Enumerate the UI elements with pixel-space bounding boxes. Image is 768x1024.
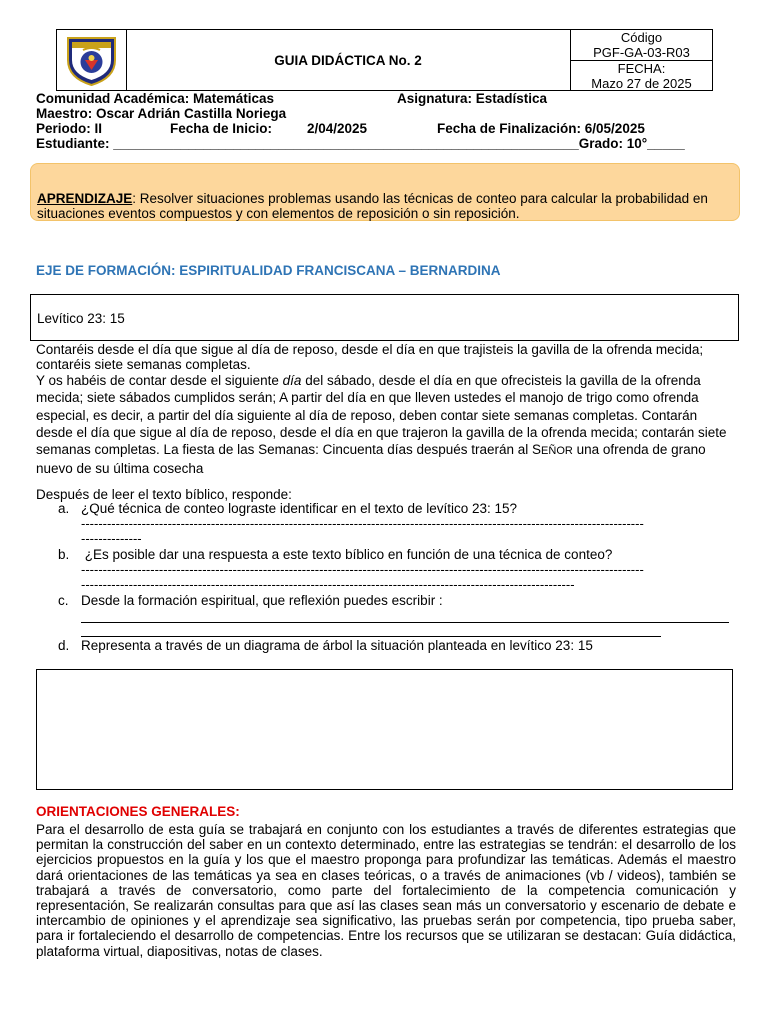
pregunta-letra: b. [58,547,70,562]
pregunta-letra: c. [58,593,69,608]
document-date-cell [570,61,713,90]
code-value: PGF-GA-03-R03 [593,45,690,60]
asignatura: Asignatura: Estadística [397,91,548,106]
comunidad-academica: Comunidad Académica: Matemáticas [36,91,275,106]
texto-biblico-2-part: del sábado, desde el día en que ofrecisteis la gavilla de la ofrenda mecida; siete sábados cumplidos serán; A partir del día en que lleven ustedes el manojo de trigo como ofrenda especial, es decir, a partir del día siguiente al día de reposo, deben contar siete semanas completas. Contarán desde el día que sigue al día de reposo, desde el día en que trajeron la gavilla de la ofrenda mecida; contarán siete semanas completas. La fiesta de las Semanas: Cincuenta días después traerán al S [36,373,727,458]
pregunta-texto: Representa a través de un diagrama de árbol la situación planteada en levítico 23: 15 [81,638,593,653]
answer-line-b2[interactable]: ------------------------------------------------------------------------------------------------------------------ [81,577,575,592]
pregunta-texto: Desde la formación espiritual, que reflexión puedes escribir : [81,593,443,608]
diagram-answer-box[interactable] [36,669,733,790]
eje-formacion-heading: EJE DE FORMACIÓN: ESPIRITUALIDAD FRANCISCANA – BERNARDINA [36,263,501,278]
maestro: Maestro: Oscar Adrián Castilla Noriega [36,106,287,121]
date-label: FECHA: [617,61,666,76]
cita-box [30,294,739,341]
school-shield-logo [57,30,126,90]
document-header [56,29,713,91]
texto-biblico-2 [36,372,736,478]
answer-underline-c2[interactable] [81,636,661,637]
estudiante-grado-line: Estudiante: ______________________________________________________________Grado: 10°_____ [36,136,685,151]
senor-smallcaps: EÑOR [541,445,573,458]
answer-underline-c1[interactable] [81,622,729,623]
texto-biblico-2-part: Y os habéis de contar desde el siguiente [36,373,283,388]
code-label: Código [620,30,663,45]
orientaciones-heading: ORIENTACIONES GENERALES: [36,804,240,819]
fecha-finalizacion: Fecha de Finalización: 6/05/2025 [437,121,645,136]
pregunta-c [58,593,443,608]
answer-line-b1[interactable]: ---------------------------------------------------------------------------------------------------------------------------------- [81,562,644,577]
texto-biblico-2-italic: día [282,373,302,388]
pregunta-a [58,501,517,516]
answer-line-a1[interactable]: ---------------------------------------------------------------------------------------------------------------------------------- [81,516,644,531]
cita-biblica: Levítico 23: 15 [37,311,125,326]
pregunta-b [58,547,612,562]
date-value: Mazo 27 de 2025 [591,76,692,91]
orientaciones-text: Para el desarrollo de esta guía se trabajará en conjunto con los estudiantes a través de diferentes estrategias que permitan la construcción del saber en un contexto determinado, entre las estrategias se tendrán: el desarrollo de los ejercicios propuestos en la guía y los que el maestro proponga para profundizar las temáticas. Además el maestro dará orientaciones de las temáticas ya sea en clases teóricas, o a través de animaciones (vb / videos), también se trabajará a través de conversatorio, como parte del fortalecimiento de la competencia comunicación y representación, Se realizarán consultas para que así las clases sean más un conversatorio y escenario de debate e intercambio de opiniones y el aprendizaje sea significativo, las pruebas serán por competencia, tipo prueba saber, para ir fortaleciendo el desarrollo de competencias. Entre los recursos que se utilizaran se destacan: Guía didáctica, plataforma virtual, diapositivas, notas de clases. [36,822,736,959]
aprendizaje-text: : Resolver situaciones problemas usando las técnicas de conteo para calcular la probabilidad en situaciones eventos compuestos y con elementos de reposición o sin reposición. [37,191,708,221]
aprendizaje-box [30,163,740,221]
school-logo-cell [57,30,127,90]
texto-biblico-2-part: una ofrenda de grano nuevo de su última cosecha [36,442,706,477]
fecha-inicio-label: Fecha de Inicio: [170,121,273,136]
pregunta-texto: ¿Qué técnica de conteo lograste identificar en el texto de levítico 23: 15? [81,501,518,516]
answer-line-a2[interactable]: -------------- [81,531,142,546]
pregunta-letra: a. [58,501,70,516]
aprendizaje-label: APRENDIZAJE [37,191,133,206]
periodo: Periodo: II [36,121,103,136]
document-code-cell [570,30,713,61]
fecha-inicio: 2/04/2025 [307,121,368,136]
guide-title: GUIA DIDÁCTICA No. 2 [126,30,571,90]
texto-biblico-1: Contaréis desde el día que sigue al día de reposo, desde el día en que trajisteis la gavilla de la ofrenda mecida; contaréis siete semanas completas. [36,342,704,372]
pregunta-texto: ¿Es posible dar una respuesta a este texto bíblico en función de una técnica de conteo? [81,547,613,562]
instruccion: Después de leer el texto bíblico, responde: [36,487,292,502]
pregunta-d [58,638,593,653]
pregunta-letra: d. [58,638,70,653]
